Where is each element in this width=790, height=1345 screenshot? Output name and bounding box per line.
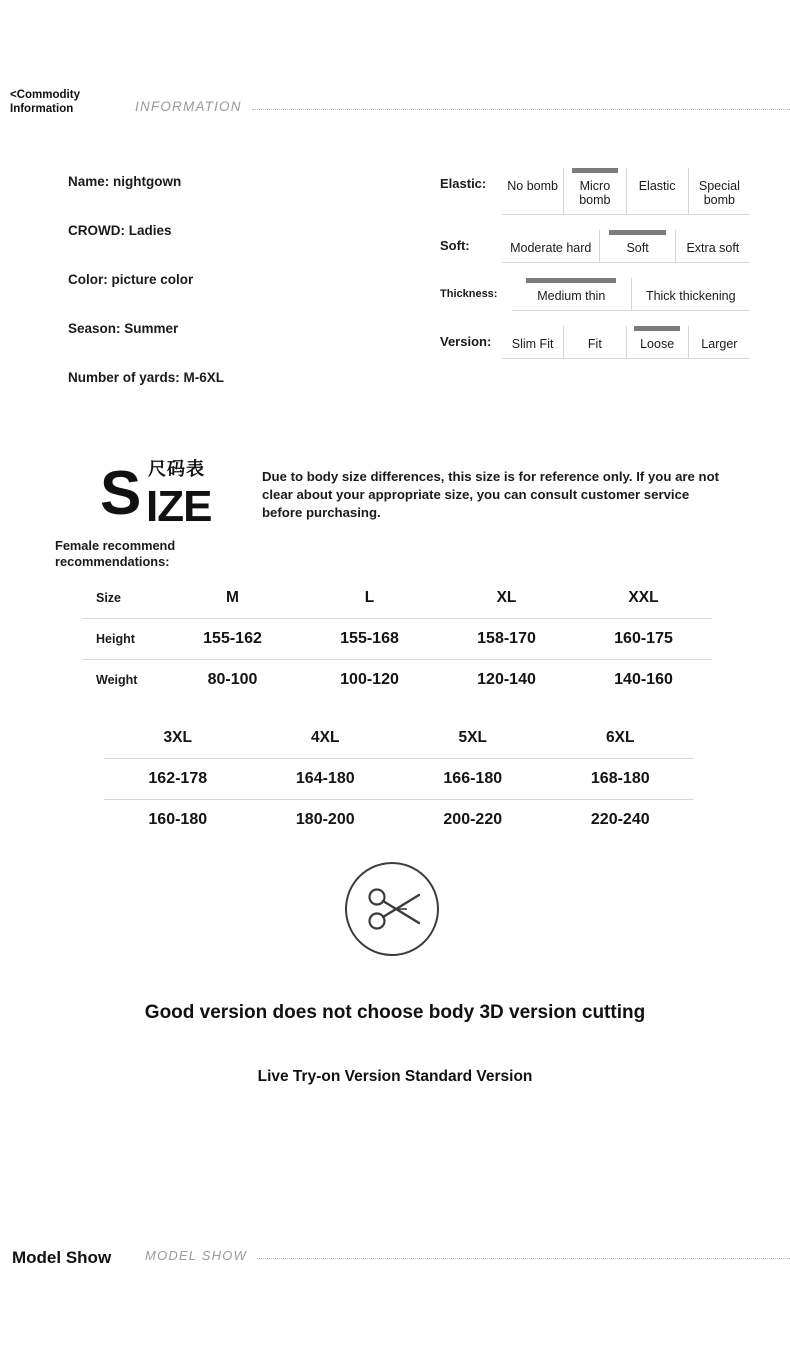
spec-color: Color: picture color	[68, 272, 194, 287]
weight-cell-3xl: 160-180	[148, 811, 208, 828]
height-cell-xxl: 160-175	[575, 619, 712, 660]
version-option-fit[interactable]: Fit	[564, 326, 626, 358]
model-show-header	[0, 1248, 790, 1265]
elastic-option-elastic[interactable]: Elastic	[627, 168, 689, 214]
property-soft-label: Soft:	[440, 238, 470, 253]
model-show-title: Model Show	[12, 1248, 112, 1267]
scissors-icon	[347, 864, 437, 954]
table-row	[82, 619, 712, 660]
property-elastic-scale	[502, 168, 750, 215]
version-option-larger[interactable]: Larger	[701, 337, 738, 351]
weight-cell-xxl: 140-160	[614, 671, 673, 688]
weight-cell-m: 80-100	[207, 671, 258, 688]
size-cell-l: L	[301, 578, 438, 619]
size-cell-m: M	[164, 578, 301, 619]
female-recommend-label: Female recommend recommendations:	[55, 538, 176, 569]
height-cell-3xl: 162-178	[104, 759, 252, 800]
size-table-primary	[82, 578, 712, 700]
size-chart-logo	[100, 455, 250, 530]
property-scales	[440, 168, 750, 374]
size-cell-3xl: 3XL	[104, 718, 252, 759]
row-header-height: Height	[82, 619, 164, 660]
spec-crowd: CROWD: Ladies	[68, 223, 172, 238]
version-option-loose[interactable]: Loose	[627, 326, 689, 358]
size-logo-letters-ize: IZE	[146, 482, 212, 531]
weight-cell-xl: 120-140	[477, 671, 536, 688]
spec-yards: Number of yards: M-6XL	[68, 370, 225, 385]
height-cell-xl: 158-170	[438, 619, 575, 660]
soft-option-soft[interactable]: Soft	[600, 230, 675, 262]
table-row	[82, 578, 712, 619]
height-cell-l: 155-168	[301, 619, 438, 660]
version-option-slim-fit[interactable]: Slim Fit	[502, 326, 564, 358]
size-logo-letter-s: S	[100, 459, 142, 528]
thickness-marker-medium-thin	[526, 278, 616, 283]
elastic-option-no-bomb[interactable]: No bomb	[502, 168, 564, 214]
table-row	[82, 660, 712, 701]
weight-cell-6xl: 220-240	[590, 811, 650, 828]
product-spec-list	[68, 172, 408, 417]
size-cell-6xl: 6XL	[547, 718, 695, 759]
model-show-dotted-divider	[257, 1258, 790, 1259]
size-cell-5xl: 5XL	[399, 718, 547, 759]
scissors-badge	[345, 862, 439, 956]
property-soft-scale	[502, 230, 750, 263]
height-cell-4xl: 164-180	[252, 759, 400, 800]
property-thickness-scale	[512, 278, 750, 311]
property-version	[440, 326, 750, 359]
weight-cell-4xl: 180-200	[295, 811, 355, 828]
thickness-option-medium-thin[interactable]: Medium thin	[512, 278, 632, 310]
model-show-subtitle: MODEL SHOW	[145, 1248, 248, 1263]
table-row	[104, 718, 694, 759]
weight-cell-l: 100-120	[340, 671, 399, 688]
elastic-marker-micro-bomb	[572, 168, 619, 173]
commodity-header-subtitle: INFORMATION	[135, 99, 242, 114]
size-cell-xl: XL	[438, 578, 575, 619]
row-header-weight: Weight	[96, 673, 138, 687]
property-version-label: Version:	[440, 334, 492, 349]
commodity-information-header	[0, 88, 790, 116]
tagline-primary: Good version does not choose body 3D version cutting	[144, 1002, 646, 1023]
elastic-option-micro-bomb[interactable]: Micro bomb	[564, 168, 626, 214]
soft-marker-soft	[609, 230, 665, 235]
height-cell-m: 155-162	[164, 619, 301, 660]
height-cell-6xl: 168-180	[547, 759, 695, 800]
property-elastic-label: Elastic:	[440, 176, 487, 191]
size-cell-xxl: XXL	[575, 578, 712, 619]
size-cell-4xl: 4XL	[252, 718, 400, 759]
property-thickness-label: Thickness:	[440, 288, 498, 300]
spec-name: Name: nightgown	[68, 174, 182, 189]
property-thickness	[440, 278, 750, 311]
property-elastic	[440, 168, 750, 215]
height-cell-5xl: 166-180	[399, 759, 547, 800]
soft-option-moderate-hard[interactable]: Moderate hard	[502, 230, 600, 262]
size-table-extended	[104, 718, 694, 840]
property-version-scale	[502, 326, 750, 359]
spec-season: Season: Summer	[68, 321, 179, 336]
commodity-header-title: <Commodity Information	[10, 89, 80, 115]
tagline-secondary: Live Try-on Version Standard Version	[257, 1068, 533, 1085]
soft-option-extra-soft[interactable]: Extra soft	[686, 241, 740, 255]
version-marker-loose	[634, 326, 681, 331]
table-row	[104, 800, 694, 841]
row-header-size: Size	[82, 578, 164, 619]
header-dotted-divider	[252, 109, 790, 110]
weight-cell-5xl: 200-220	[443, 811, 503, 828]
property-soft	[440, 230, 750, 263]
thickness-option-thick-thickening[interactable]: Thick thickening	[645, 289, 736, 303]
size-disclaimer-note: Due to body size differences, this size is for reference only. If you are not clear about your appropriate size, you can consult customer service before purchasing.	[262, 469, 720, 520]
table-row	[104, 759, 694, 800]
elastic-option-special-bomb[interactable]: Special bomb	[698, 179, 740, 207]
size-logo-chinese: 尺码表	[148, 459, 205, 479]
